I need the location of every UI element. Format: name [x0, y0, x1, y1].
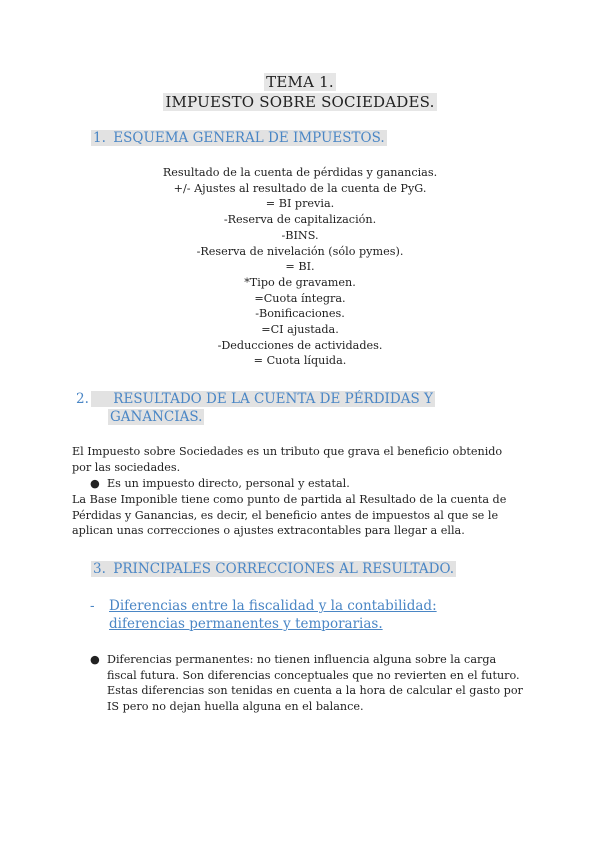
scheme-line: +/- Ajustes al resultado de la cuenta de PyG.: [173, 181, 427, 195]
section-3-subheading: - Diferencias entre la fiscalidad y la contabilidad: diferencias permanentes y temporarias.: [90, 598, 437, 632]
section-3-bullet: ● Diferencias permanentes: no tienen influencia alguna sobre la carga fiscal futura. Son diferencias conceptuales que no revierten en el futuro. Estas diferencias son tenidas en cuenta a la hora de calcular el gasto por IS pero no dejan huella alguna en el balance.: [90, 653, 523, 714]
scheme-line: -Reserva de nivelación (sólo pymes).: [196, 244, 404, 258]
page-title: IMPUESTO SOBRE SOCIEDADES.: [165, 93, 435, 111]
section-1-number: 1.: [93, 130, 106, 146]
scheme-line: -Reserva de capitalización.: [223, 213, 377, 227]
section-3-number: 3.: [93, 561, 106, 577]
section-1-heading: 1. ESQUEMA GENERAL DE IMPUESTOS.: [93, 130, 385, 146]
section-2-number: 2.: [76, 391, 89, 407]
section-3-heading: 3. PRINCIPALES CORRECCIONES AL RESULTADO.: [93, 561, 455, 577]
scheme-line: Resultado de la cuenta de pérdidas y ganancias.: [162, 166, 438, 179]
tax-scheme: [0, 165, 600, 369]
bullet-icon: ●: [90, 653, 100, 666]
section-2-paragraph: La Base Imponible tiene como punto de partida al Resultado de la cuenta de Pérdidas y Ganancias, es decir, el beneficio antes de impuestos al que se le aplican unas correcciones o ajustes extracontables para llegar a ella.: [72, 493, 507, 538]
scheme-line: -Deducciones de actividades.: [217, 338, 383, 352]
section-2-heading: 2. RESULTADO DE LA CUENTA DE PÉRDIDAS Y GANANCIAS.: [76, 391, 433, 425]
scheme-line: = Cuota líquida.: [253, 354, 347, 368]
scheme-line: = BI.: [285, 260, 315, 274]
scheme-line: -Bonificaciones.: [255, 307, 345, 321]
scheme-line: -BINS.: [281, 228, 319, 242]
section-2-intro: El Impuesto sobre Sociedades es un tributo que grava el beneficio obtenido por las sociedades.: [72, 445, 503, 474]
tema-label: TEMA 1.: [266, 73, 334, 91]
scheme-line: *Tipo de gravamen.: [244, 275, 356, 289]
dash-marker: -: [90, 598, 95, 614]
scheme-line: = BI previa.: [265, 197, 335, 211]
scheme-line: =Cuota íntegra.: [254, 291, 346, 305]
section-2-bullet: ● Es un impuesto directo, personal y estatal.: [90, 477, 350, 490]
bullet-icon: ●: [90, 477, 100, 490]
scheme-line: =CI ajustada.: [261, 323, 339, 337]
